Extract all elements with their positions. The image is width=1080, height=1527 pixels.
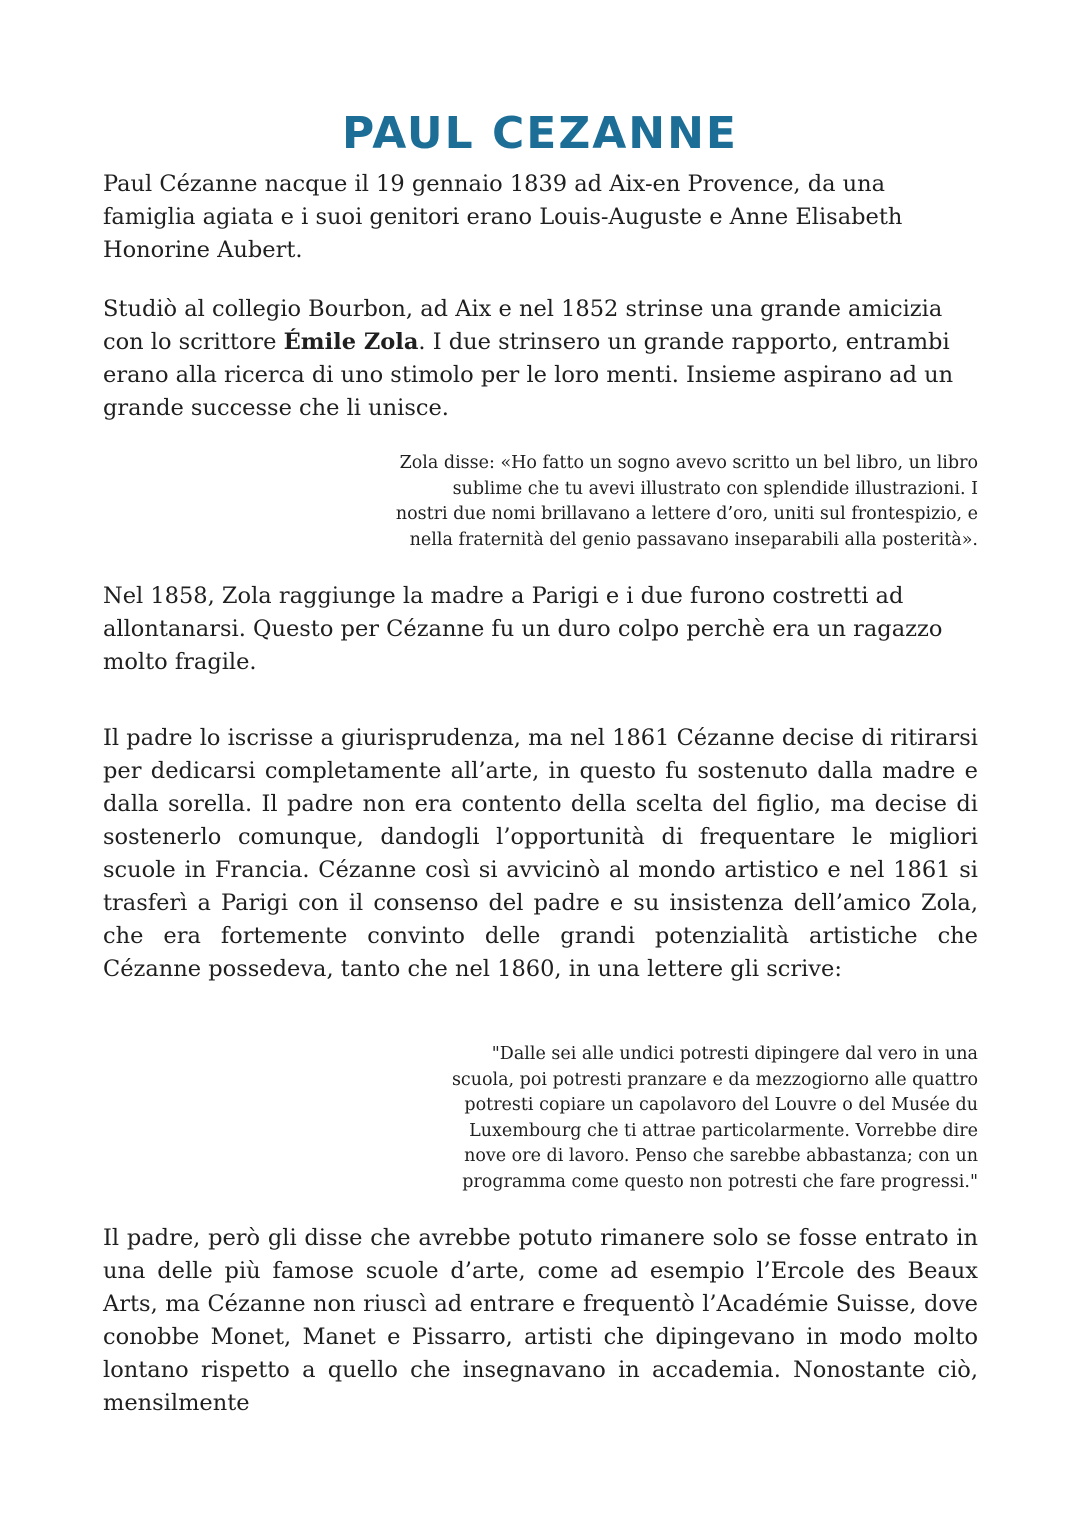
quote-line: programma come questo non potresti che fare progressi." [462,1171,978,1192]
paragraph-birth: Paul Cézanne nacque il 19 gennaio 1839 ad Aix-en Provence, da una famiglia agiata e i suoi genitori erano Louis-Auguste e Anne Elisabeth Honorine Aubert. [103,171,903,263]
paragraph-academie: Il padre, però gli disse che avrebbe potuto rimanere solo se fosse entrato in una delle più famose scuole d’arte, come ad esempio l’Ercole des Beaux Arts, ma Cézanne non riuscì ad entrare e frequentò l’Académie Suisse, dove conobbe Monet, Manet e Pissarro, artisti che dipingevano in modo molto lontano rispetto a quello che insegnavano in accademia. Nonostante ciò, mensilmente [103,1225,978,1416]
zola-name-bold: Émile Zola [283,329,419,355]
quote-zola-dream [396,451,978,553]
paragraph-zola-friendship [103,293,978,425]
quote-line: potresti copiare un capolavoro del Louvre o del Musée du [464,1095,978,1115]
quote-line: nella fraternità del genio passavano inseparabili alla posterità». [409,529,978,550]
paragraph-zola-text-before: Studiò al collegio Bourbon, ad Aix e nel 1852 strinse una grande amicizia con lo scrittore [103,296,943,355]
quote-line: sublime che tu avevi illustrato con splendide illustrazioni. I [452,478,978,499]
quote-line: Zola disse: «Ho fatto un sogno avevo scritto un bel libro, un libro [399,453,978,473]
page-title: PAUL CEZANNE [341,108,738,159]
paragraph-separation: Nel 1858, Zola raggiunge la madre a Parigi e i due furono costretti ad allontanarsi. Questo per Cézanne fu un duro colpo perchè era un ragazzo molto fragile. [103,583,943,675]
paragraph-studies: Il padre lo iscrisse a giurisprudenza, ma nel 1861 Cézanne decise di ritirarsi per dedicarsi completamente all’arte, in questo fu sostenuto dalla madre e dalla sorella. Il padre non era contento della scelta del figlio, ma decise di sostenerlo comunque, dandogli l’opportunità di frequentare le migliori scuole in Francia. Cézanne così si avvicinò al mondo artistico e nel 1861 si trasferì a Parigi con il consenso del padre e su insistenza dell’amico Zola, che era fortemente convinto delle grandi potenzialità artistiche che Cézanne possedeva, tanto che nel 1860, in una lettere gli scrive: [103,725,978,982]
quote-line: nove ore di lavoro. Penso che sarebbe abbastanza; con un [464,1146,978,1166]
paragraph-zola-text-after: . I due strinsero un grande rapporto, entrambi erano alla ricerca di uno stimolo per le loro menti. Insieme aspirano ad un grande successe che li unisce. [103,329,954,421]
quote-line: nostri due nomi brillavano a lettere d’oro, uniti sul frontespizio, e [395,504,978,524]
quote-line: "Dalle sei alle undici potresti dipingere dal vero in una [491,1044,978,1064]
quote-line: Luxembourg che ti attrae particolarmente. Vorrebbe dire [469,1120,978,1141]
quote-zola-letter [452,1042,978,1195]
quote-line: scuola, poi potresti pranzare e da mezzogiorno alle quattro [451,1069,978,1090]
